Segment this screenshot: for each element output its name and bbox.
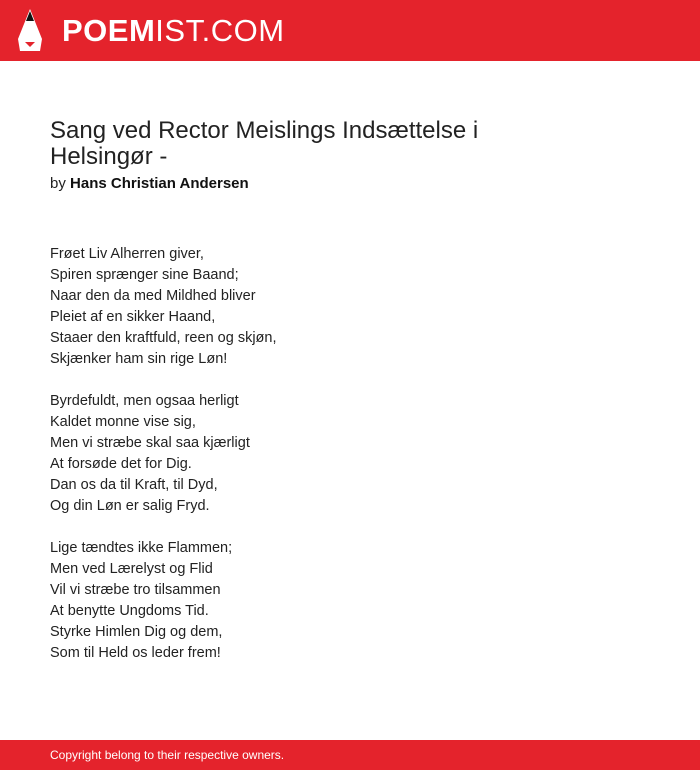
poem-line: Byrdefuldt, men ogsaa herligt	[50, 393, 239, 409]
by-label: by	[50, 175, 66, 192]
pencil-icon[interactable]	[16, 9, 44, 51]
poem-line: Kaldet monne vise sig,	[50, 414, 196, 430]
site-logo[interactable]	[62, 11, 285, 51]
stanza	[50, 244, 650, 370]
byline	[50, 174, 249, 194]
site-header	[0, 0, 700, 61]
stanza	[50, 391, 650, 517]
stanza	[50, 538, 650, 664]
poem-line: Pleiet af en sikker Haand,	[50, 309, 216, 325]
poem-line: Styrke Himlen Dig og dem,	[50, 624, 223, 640]
poem-line: Staaer den kraftfuld, reen og skjøn,	[50, 330, 277, 346]
poem-line: Men ved Lærelyst og Flid	[50, 561, 213, 577]
logo-text-bold: POEM	[62, 13, 156, 48]
poem-line: Spiren sprænger sine Baand;	[50, 267, 239, 283]
poem-line: Lige tændtes ikke Flammen;	[50, 540, 233, 556]
poem-line: Dan os da til Kraft, til Dyd,	[50, 477, 218, 493]
poem-line: Vil vi stræbe tro tilsammen	[50, 582, 221, 598]
poem-line: Frøet Liv Alherren giver,	[50, 246, 204, 262]
poem-line: At forsøde det for Dig.	[50, 456, 192, 472]
poem-title: Sang ved Rector Meislings Indsættelse i Helsingør -	[50, 117, 479, 170]
poem-line: At benytte Ungdoms Tid.	[50, 603, 209, 619]
poem-line: Skjænker ham sin rige Løn!	[50, 351, 228, 367]
logo-text-light: IST.COM	[155, 13, 285, 48]
poem-line: Men vi stræbe skal saa kjærligt	[50, 435, 250, 451]
poem-body	[50, 244, 650, 685]
poem-line: Som til Held os leder frem!	[50, 645, 221, 661]
poem-line: Og din Løn er salig Fryd.	[50, 498, 210, 514]
copyright-text: Copyright belong to their respective owners.	[50, 748, 285, 762]
site-footer	[0, 740, 700, 770]
poem-line: Naar den da med Mildhed bliver	[50, 288, 256, 304]
author-name: Hans Christian Andersen	[70, 175, 249, 192]
